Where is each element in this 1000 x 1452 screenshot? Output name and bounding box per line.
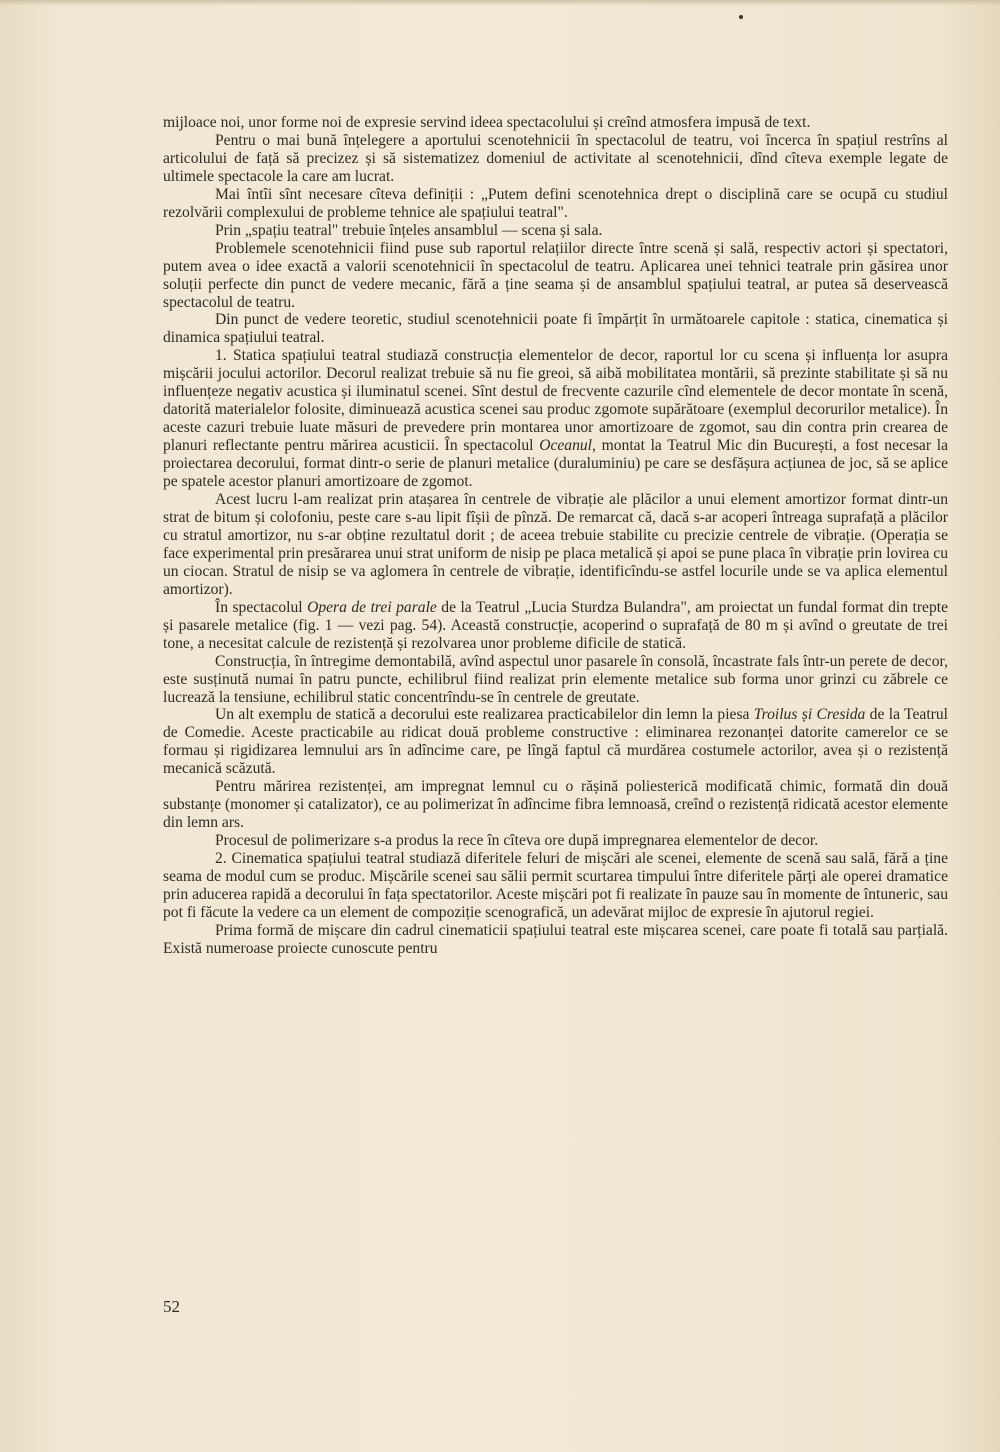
text-run: Prin „spațiu teatral" trebuie înțeles ansamblul — scena și sala. <box>215 221 603 239</box>
paragraph <box>163 850 948 922</box>
text-run: Procesul de polimerizare s-a produs la rece în cîteva ore după impregnarea elementelor de decor. <box>215 832 819 850</box>
text-run: În spectacolul <box>215 598 308 616</box>
print-speck <box>739 15 743 19</box>
text-run: de la Teatrul „Lucia Sturdza Bulandra", am proiectat un fundal format din trepte și pasarele metalice (fig. 1 — vezi pag. 54). Această construcție, acoperind o suprafață de 80 m și avînd o greutate de trei tone, a necesitat calcule de rezistență și rezolvarea unor probleme dificile de statică. <box>163 598 949 652</box>
paragraph <box>163 599 948 653</box>
italic-title: Opera de trei parale <box>307 598 437 616</box>
paragraph <box>163 653 948 707</box>
text-run: Construcția, în întregime demontabilă, avînd aspectul unor pasarele în consolă, încastrate fals într-un perete de decor, este susținută numai în patru puncte, echilibrul fiind realizat prin elemente metalice sub forma unor grinzi cu zăbrele ce lucrează la tensiune, echilibrul static concentrîndu-se în centrele de greutate. <box>163 652 948 706</box>
paragraph <box>163 706 948 778</box>
text-run: Problemele scenotehnicii fiind puse sub raportul relațiilor directe între scenă și sală, respectiv actori și spectatori, putem avea o idee exactă a valorii scenotehnicii în spectacolul de teatru. Aplicarea unei tehnici teatrale prin găsirea unor soluții perfecte din punct de vedere mecanic, fără a ține seama și de ansamblul spațiului teatral, ar putea să deservească spectacolul de teatru. <box>163 239 948 311</box>
page-top-edge <box>0 0 1000 6</box>
paragraph <box>163 491 948 599</box>
text-run: , montat la Teatrul Mic din București, a fost necesar la proiectarea decorului, format dintr-o serie de planuri metalice (duraluminiu) pe care se desfășura acțiunea de joc, să se aplice pe spatele acestor planuri amortizoare de zgomot. <box>163 437 948 491</box>
paragraph <box>163 347 948 491</box>
text-run: 1. Statica spațiului teatral studiază construcția elementelor de decor, raportul lor cu scena și influența lor asupra mișcării jocului actorilor. Decorul realizat trebuie să nu fie greoi, să aibă mobilitatea montării, să prezinte stabilitate și să nu influențeze negativ acustica și iluminatul scenei. Sînt destul de frecvente cazurile cînd elementele de decor montate în scenă, datorită materialelor folosite, diminuează acustica scenei sau produc zgomote supărătoare (exemplul decorurilor metalice). În aceste cazuri trebuie luate măsuri de prevedere prin montarea unor amortizoare de zgomot, sau din contra prin crearea de planuri reflectante pentru mărirea acusticii. În spectacolul <box>163 347 948 455</box>
text-run: de la Teatrul de Comedie. Aceste practicabile au ridicat două probleme constructive : eliminarea rezonanței datorite camerelor ce se formau și rigidizarea lemnului ars în adîncime care, pe lîngă faptul că murdărea costumele actorilor, avea și o rezistență mecanică scăzută. <box>163 706 948 778</box>
text-run: mijloace noi, unor forme noi de expresie servind ideea spectacolului și creînd atmosfera impusă de text. <box>163 114 811 131</box>
text-run: Pentru mărirea rezistenței, am impregnat lemnul cu o rășină poliesterică modificată chimic, formată din două substanțe (monomer și catalizator), ce au polimerizat în adîncime fibra lemnoasă, creînd o rezistență ridicată acestor elemente din lemn ars. <box>163 778 948 832</box>
italic-title: Oceanul <box>539 437 593 455</box>
paragraph <box>163 922 948 958</box>
text-run: Acest lucru l-am realizat prin atașarea în centrele de vibrație ale plăcilor a unui element amortizor format dintr-un strat de bitum și colofoniu, peste care s-au lipit fîșii de pînză. De remarcat că, dacă s-ar acoperi întreaga suprafață a plăcilor cu stratul amortizor, nu s-ar obține rezultatul dorit ; de aceea trebuie stabilite cu precizie centrele de vibrație. (Operația se face experimental prin presărarea unui strat uniform de nisip pe placa metalică și apoi se pune placa în vibrație prin lovirea cu un ciocan. Stratul de nisip se va aglomera în centrele de vibrație, identificîndu-se astfel locurile unde se va aplica elementul amortizor). <box>163 491 948 598</box>
paragraph <box>163 311 948 347</box>
italic-title: Troilus și Cresida <box>753 706 866 724</box>
text-run: 2. Cinematica spațiului teatral studiază diferitele feluri de mișcări ale scenei, elemente de scenă sau sală, fără a ține seama de modul cum se produc. Mișcările scenei sau sălii permit scurtarea timpului între diferitele părți ale operei dramatice prin aducerea rapidă a decorului în fața spectatorilor. Aceste mișcări pot fi realizate în pauze sau în momente de întuneric, sau pot fi făcute la vedere ca un element de compoziție scenografică, un adevărat mijloc de expresie în ajutorul regiei. <box>163 850 948 921</box>
paragraph <box>163 186 948 222</box>
body-text <box>163 114 948 958</box>
text-run: Prima formă de mișcare din cadrul cinematicii spațiului teatral este mișcarea scenei, care poate fi totală sau parțială. Există numeroase proiecte cunoscute pentru <box>163 921 948 957</box>
paragraph <box>163 132 948 186</box>
text-run: Mai întîi sînt necesare cîteva definiții : „Putem defini scenotehnica drept o disciplină care se ocupă cu studiul rezolvării complexului de probleme tehnice ale spațiului teatral". <box>163 185 948 221</box>
paragraph <box>163 114 948 132</box>
paragraph <box>163 832 948 850</box>
paragraph <box>163 778 948 832</box>
text-run: Un alt exemplu de statică a decorului este realizarea practicabilelor din lemn la piesa <box>215 706 754 724</box>
paragraph <box>163 240 948 312</box>
text-run: Din punct de vedere teoretic, studiul scenotehnicii poate fi împărțit în următoarele capitole : statica, cinematica și dinamica spațiului teatral. <box>163 311 948 347</box>
text-run: Pentru o mai bună înțelegere a aportului scenotehnicii în spectacolul de teatru, voi încerca în spațiul restrîns al articolului de față să precizez și să sistematizez domeniul de activitate al scenotehnicii, dînd cîteva exemple legate de ultimele spectacole la care am lucrat. <box>163 131 948 185</box>
page-number: 52 <box>163 1297 180 1316</box>
paragraph <box>163 222 948 240</box>
